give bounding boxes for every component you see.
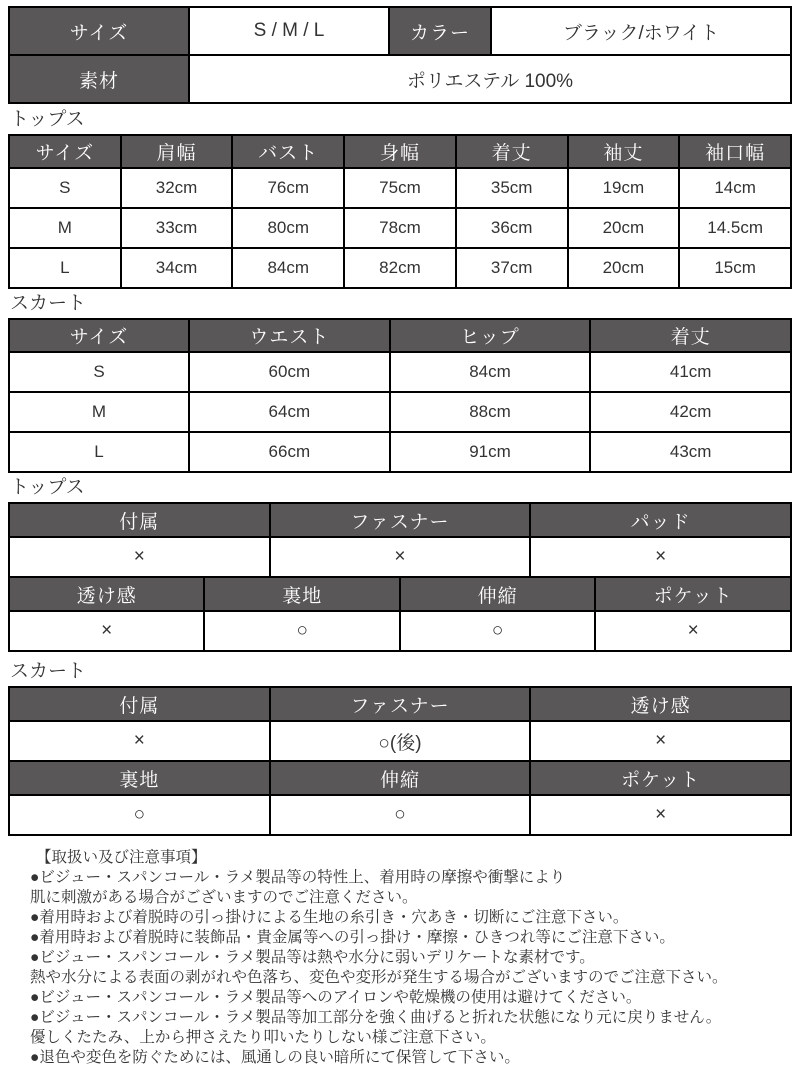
header-cell: 透け感: [530, 687, 791, 721]
header-cell: バスト: [232, 135, 344, 168]
measure-cell: 82cm: [344, 248, 456, 288]
measure-cell: 43cm: [590, 432, 791, 472]
value-cell: ×: [9, 537, 270, 577]
measure-cell: 34cm: [121, 248, 233, 288]
header-cell: ヒップ: [390, 319, 591, 352]
section-label-skirt-features: スカート: [10, 661, 87, 682]
value-cell: ×: [530, 795, 791, 835]
table-row: [9, 611, 791, 651]
table-row: [9, 168, 791, 208]
size-cell: M: [9, 208, 121, 248]
size-cell: M: [9, 392, 189, 432]
value-cell: ×: [530, 537, 791, 577]
size-label-cell: サイズ: [9, 7, 189, 55]
note-line: ●ビジュー・スパンコール・ラメ製品等へのアイロンや乾燥機の使用は避けてください。: [30, 989, 642, 1006]
section-label-skirt: スカート: [10, 293, 87, 314]
value-cell: ×: [530, 721, 791, 761]
header-cell: 付属: [9, 503, 270, 537]
size-cell: S: [9, 168, 121, 208]
measure-cell: 80cm: [232, 208, 344, 248]
value-cell: ○: [270, 795, 531, 835]
measure-cell: 36cm: [456, 208, 568, 248]
measure-cell: 66cm: [189, 432, 390, 472]
value-cell: ○: [204, 611, 399, 651]
size-cell: L: [9, 248, 121, 288]
measure-cell: 84cm: [390, 352, 591, 392]
color-value-cell: ブラック/ホワイト: [491, 7, 791, 55]
measure-cell: 14.5cm: [679, 208, 791, 248]
table-row: [9, 795, 791, 835]
notes-title: 【取扱い及び注意事項】: [36, 849, 207, 866]
material-label-cell: 素材: [9, 55, 189, 103]
header-cell: 着丈: [456, 135, 568, 168]
value-cell: ○: [9, 795, 270, 835]
note-line: 熱や水分による表面の剥がれや色落ち、変色や変形が発生する場合がございますのでご注意下さい。: [30, 969, 728, 986]
header-cell: 伸縮: [270, 761, 531, 795]
size-cell: S: [9, 352, 189, 392]
value-cell: ○(後): [270, 721, 531, 761]
value-cell: ×: [9, 721, 270, 761]
measure-cell: 20cm: [568, 248, 680, 288]
header-cell: 付属: [9, 687, 270, 721]
header-cell: 身幅: [344, 135, 456, 168]
header-cell: 袖口幅: [679, 135, 791, 168]
header-cell: パッド: [530, 503, 791, 537]
measure-cell: 32cm: [121, 168, 233, 208]
header-cell: 袖丈: [568, 135, 680, 168]
measure-cell: 78cm: [344, 208, 456, 248]
note-line: ●ビジュー・スパンコール・ラメ製品等の特性上、着用時の摩擦や衝撃により: [30, 869, 566, 886]
skirt-size-table: [8, 318, 792, 473]
tops-size-table: [8, 134, 792, 289]
table-row: [9, 721, 791, 761]
measure-cell: 35cm: [456, 168, 568, 208]
section-label-tops-features: トップス: [10, 477, 85, 498]
measure-cell: 64cm: [189, 392, 390, 432]
table-row: [9, 248, 791, 288]
measure-cell: 84cm: [232, 248, 344, 288]
table-row: [9, 352, 791, 392]
measure-cell: 88cm: [390, 392, 591, 432]
note-line: 優しくたたみ、上から押さえたり叩いたりしない様ご注意下さい。: [30, 1029, 496, 1046]
note-line: ●退色や変色を防ぐためには、風通しの良い暗所にて保管して下さい。: [30, 1049, 520, 1066]
measure-cell: 42cm: [590, 392, 791, 432]
header-cell: サイズ: [9, 135, 121, 168]
value-cell: ×: [595, 611, 791, 651]
header-cell: ポケット: [595, 577, 791, 611]
measure-cell: 60cm: [189, 352, 390, 392]
size-cell: L: [9, 432, 189, 472]
header-cell: ウエスト: [189, 319, 390, 352]
handling-notes: [8, 848, 792, 1068]
measure-cell: 20cm: [568, 208, 680, 248]
header-cell: ファスナー: [270, 503, 531, 537]
skirt-features-table: [8, 686, 792, 836]
value-cell: ×: [270, 537, 531, 577]
size-value-cell: S / M / L: [189, 7, 389, 55]
measure-cell: 14cm: [679, 168, 791, 208]
header-cell: ポケット: [530, 761, 791, 795]
header-cell: 透け感: [9, 577, 204, 611]
table-row: [9, 392, 791, 432]
value-cell: ○: [400, 611, 595, 651]
note-line: ●着用時および着脱時に装飾品・貴金属等への引っ掛け・摩擦・ひきつれ等にご注意下さい。: [30, 929, 675, 946]
measure-cell: 75cm: [344, 168, 456, 208]
tops-features-table: [8, 502, 792, 652]
header-cell: ファスナー: [270, 687, 531, 721]
note-line: ●ビジュー・スパンコール・ラメ製品等加工部分を強く曲げると折れた状態になり元に戻りません。: [30, 1009, 722, 1026]
material-value-cell: ポリエステル 100%: [189, 55, 791, 103]
value-cell: ×: [9, 611, 204, 651]
measure-cell: 15cm: [679, 248, 791, 288]
header-cell: 伸縮: [400, 577, 595, 611]
table-row: [9, 537, 791, 577]
header-cell: 裏地: [204, 577, 399, 611]
note-line: 肌に刺激がある場合がございますのでご注意ください。: [30, 889, 418, 906]
note-line: ●着用時および着脱時の引っ掛けによる生地の糸引き・穴あき・切断にご注意下さい。: [30, 909, 629, 926]
header-cell: サイズ: [9, 319, 189, 352]
color-label-cell: カラー: [389, 7, 491, 55]
measure-cell: 91cm: [390, 432, 591, 472]
header-cell: 裏地: [9, 761, 270, 795]
table-row: [9, 432, 791, 472]
measure-cell: 41cm: [590, 352, 791, 392]
table-row: [9, 208, 791, 248]
note-line: ●ビジュー・スパンコール・ラメ製品等は熱や水分に弱いデリケートな素材です。: [30, 949, 595, 966]
measure-cell: 76cm: [232, 168, 344, 208]
measure-cell: 33cm: [121, 208, 233, 248]
info-table: [8, 6, 792, 104]
header-cell: 着丈: [590, 319, 791, 352]
measure-cell: 19cm: [568, 168, 680, 208]
header-cell: 肩幅: [121, 135, 233, 168]
measure-cell: 37cm: [456, 248, 568, 288]
section-label-tops: トップス: [10, 109, 85, 130]
